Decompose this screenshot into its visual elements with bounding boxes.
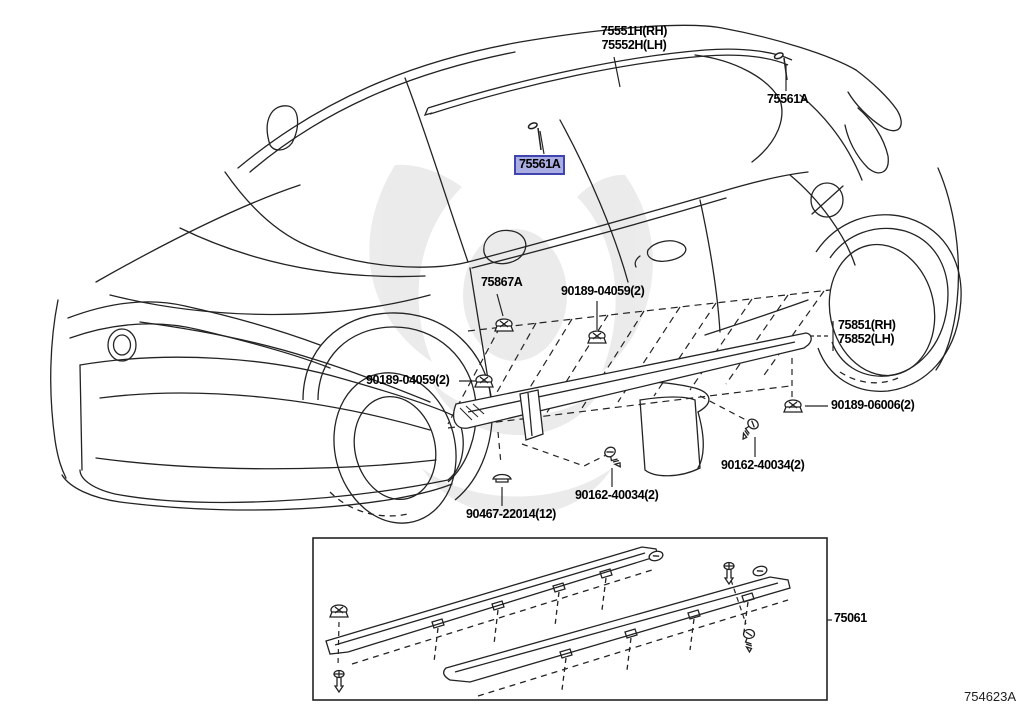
roof-drip-moulding — [425, 49, 792, 115]
part-number: 75552H(LH) — [601, 37, 667, 52]
sill-strip-left — [326, 547, 658, 664]
box-ring-right-icon — [752, 565, 768, 577]
retainer-b-icon — [475, 375, 493, 387]
screw-a-icon — [738, 417, 760, 442]
sill-parts-box — [313, 538, 827, 700]
roof-clip-selected-icon — [528, 122, 541, 150]
roof-clip-right-icon — [774, 52, 787, 80]
part-label-wheel-arch[interactable] — [838, 319, 896, 347]
drawing-number: 754623A — [964, 689, 1017, 704]
part-number: 75851(RH) — [838, 318, 896, 332]
part-label-screw-a[interactable]: 90162-40034(2) — [721, 458, 805, 472]
part-label-sill-set[interactable]: 75061 — [834, 611, 867, 625]
watermark — [369, 165, 653, 516]
retainer-a-icon — [588, 331, 606, 343]
box-clip-right-icon — [724, 563, 734, 585]
part-label-retainer-b[interactable]: 90189-04059(2) — [366, 373, 450, 387]
part-label-sill-clip[interactable]: 90467-22014(12) — [466, 507, 556, 521]
box-screw-right-icon — [744, 630, 755, 653]
sill-clip-icon — [493, 475, 511, 483]
part-label-roof-moulding[interactable] — [593, 25, 675, 53]
part-label-roof-clip-selected[interactable]: 75561A — [514, 155, 565, 175]
screw-b-icon — [603, 445, 624, 470]
part-label-pad[interactable]: 75867A — [481, 275, 523, 289]
part-label-retainer-a[interactable]: 90189-04059(2) — [561, 284, 645, 298]
part-label-grommet[interactable]: 90189-06006(2) — [831, 398, 915, 412]
box-clip-left-icon — [330, 605, 348, 617]
part-label-roof-clip-right[interactable]: 75561A — [767, 92, 809, 106]
part-number: 75551H(RH) — [600, 24, 668, 38]
grommet-icon — [784, 400, 802, 412]
part-label-screw-b[interactable]: 90162-40034(2) — [575, 488, 659, 502]
pad-clip-icon — [495, 319, 513, 331]
box-rivet-left-icon — [334, 671, 344, 693]
part-number: 75852(LH) — [838, 331, 895, 346]
